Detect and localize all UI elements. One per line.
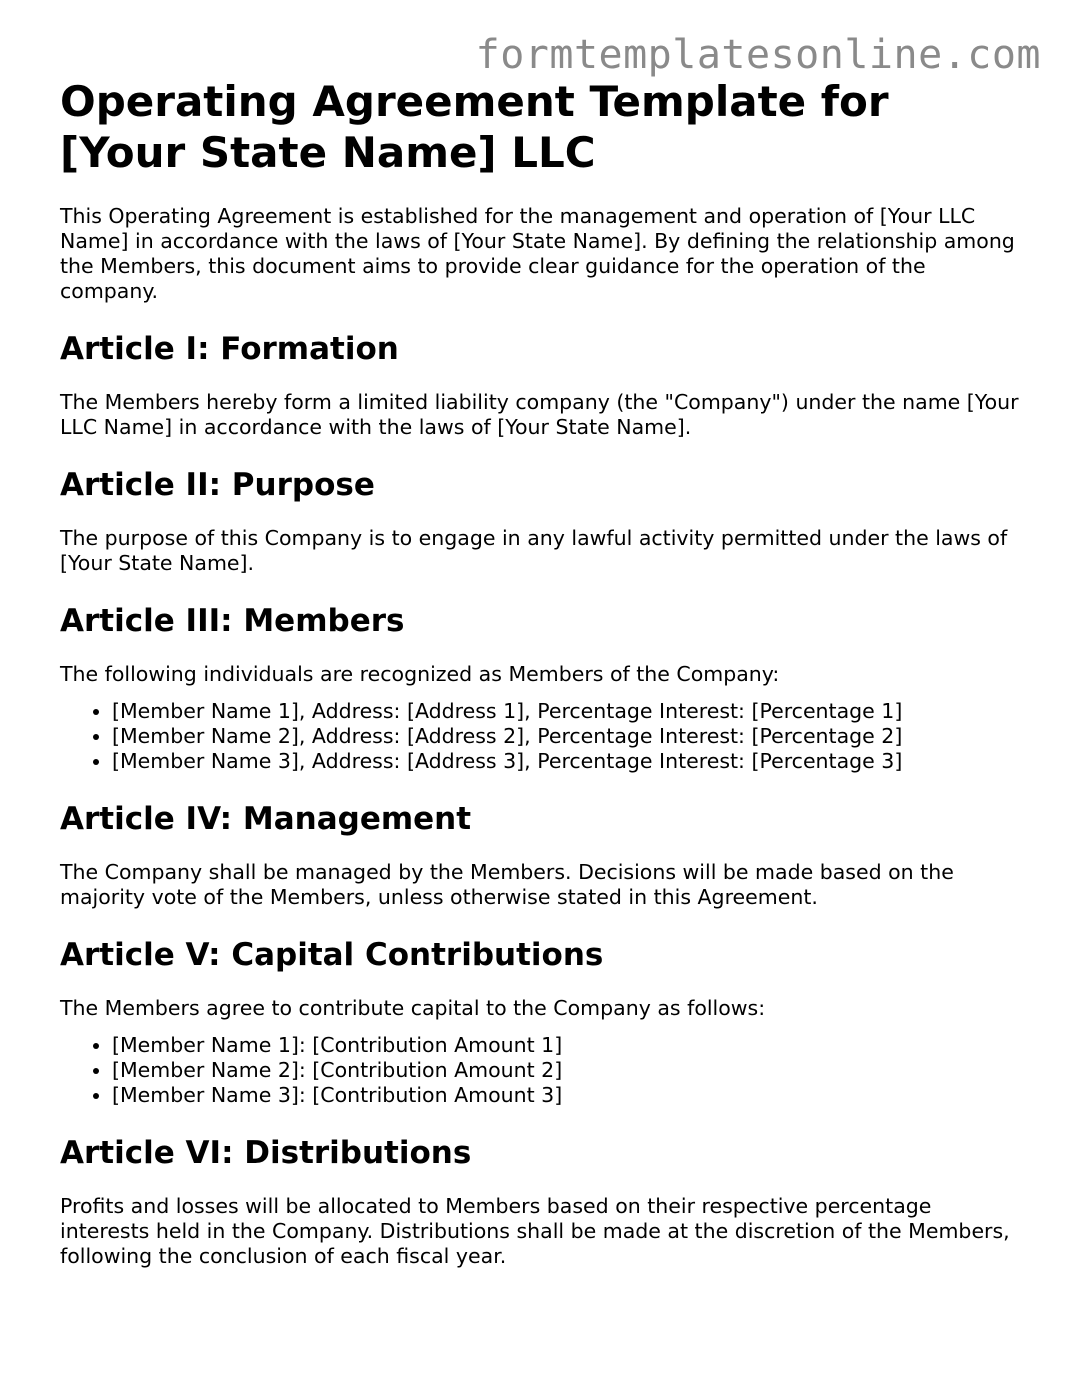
- document-body: [60, 76, 1020, 1295]
- article-formation: [60, 330, 1020, 440]
- article-text: Profits and losses will be allocated to Members based on their respective percentage interests held in the Company. Distributions shall be made at the discretion of the Members, following the conclusion of each fiscal year.: [60, 1194, 1010, 1268]
- article-distributions: [60, 1134, 1020, 1269]
- article-purpose: [60, 466, 1020, 576]
- list-item: • [Member Name 2], Address: [Address 2], Percentage Interest: [Percentage 2]: [112, 724, 1020, 749]
- contributions-list: [60, 1033, 1020, 1108]
- document-title: Operating Agreement Template for [Your State Name] LLC: [60, 77, 889, 177]
- article-heading: Article IV: Management: [60, 801, 472, 837]
- list-item: • [Member Name 1]: [Contribution Amount 1]: [112, 1033, 1020, 1058]
- intro-paragraph: This Operating Agreement is established for the management and operation of [Your LLC Name] in accordance with the laws of [Your State Name]. By defining the relationship among the Members, this document aims to provide clear guidance for the operation of the company.: [60, 204, 1015, 303]
- list-item: • [Member Name 2]: [Contribution Amount 2]: [112, 1058, 1020, 1083]
- article-management: [60, 800, 1020, 910]
- list-item: • [Member Name 3]: [Contribution Amount 3]: [112, 1083, 1020, 1108]
- list-item: • [Member Name 3], Address: [Address 3], Percentage Interest: [Percentage 3]: [112, 749, 1020, 774]
- article-members: [60, 602, 1020, 774]
- article-heading: Article III: Members: [60, 603, 405, 639]
- members-list: [60, 699, 1020, 774]
- article-text: The Members hereby form a limited liability company (the "Company") under the name [Your LLC Name] in accordance with the laws of [Your State Name].: [60, 390, 1019, 439]
- watermark: formtemplatesonline.com: [475, 32, 1041, 78]
- article-heading: Article II: Purpose: [60, 467, 375, 503]
- article-text: The Members agree to contribute capital to the Company as follows:: [60, 996, 766, 1020]
- article-heading: Article VI: Distributions: [60, 1135, 472, 1171]
- article-capital-contributions: [60, 936, 1020, 1108]
- article-heading: Article V: Capital Contributions: [60, 937, 604, 973]
- list-item: • [Member Name 1], Address: [Address 1], Percentage Interest: [Percentage 1]: [112, 699, 1020, 724]
- article-heading: Article I: Formation: [60, 331, 399, 367]
- article-text: The Company shall be managed by the Members. Decisions will be made based on the majority vote of the Members, unless otherwise stated in this Agreement.: [60, 860, 954, 909]
- article-text: The purpose of this Company is to engage in any lawful activity permitted under the laws of [Your State Name].: [60, 526, 1008, 575]
- article-text: The following individuals are recognized as Members of the Company:: [60, 662, 780, 686]
